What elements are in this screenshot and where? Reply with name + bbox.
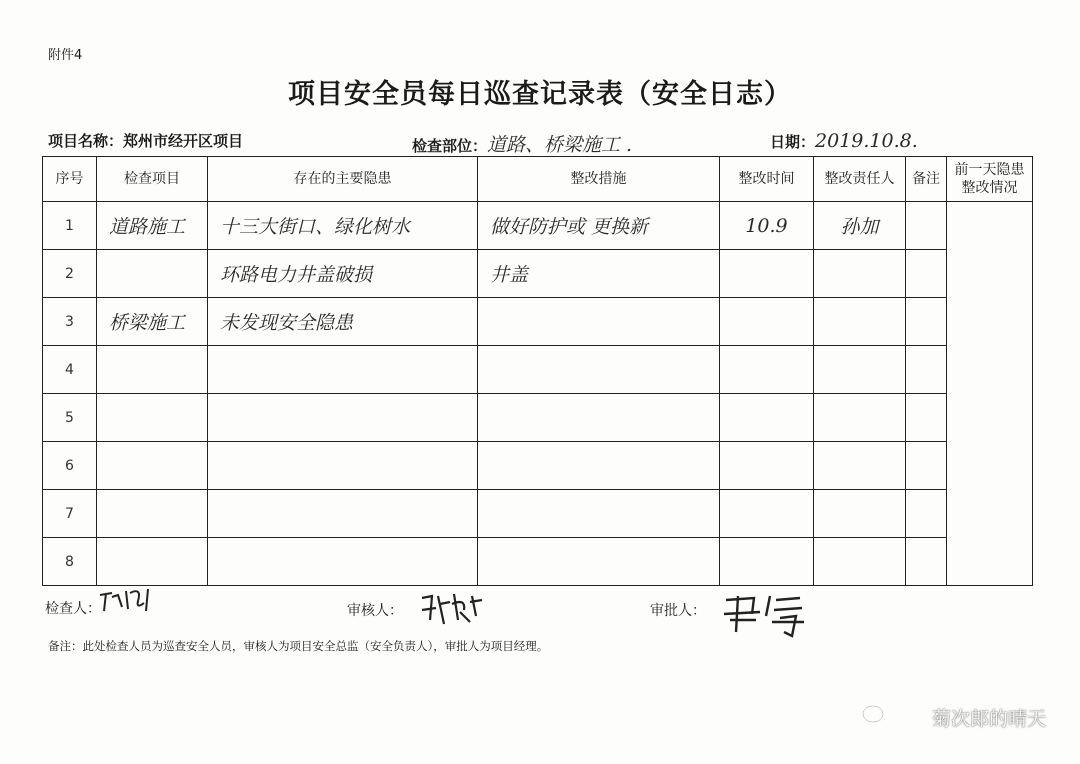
row-responsible-cell	[814, 490, 906, 538]
row-time-cell	[720, 490, 814, 538]
row-hazard-cell: 环路电力井盖破损	[208, 250, 478, 298]
row-time-cell	[720, 538, 814, 586]
row-responsible-cell	[814, 346, 906, 394]
inspector-label: 检查人：	[45, 601, 101, 617]
project-label: 项目名称：	[48, 132, 124, 150]
table-row	[43, 346, 1033, 394]
header-previous-status: 前一天隐患整改情况	[947, 157, 1033, 202]
table-row	[43, 538, 1033, 586]
watermark-text: 菊次郎的晴天	[931, 708, 1046, 730]
row-check-item-cell	[97, 442, 208, 490]
row-note-cell	[906, 250, 947, 298]
row-check-item-cell: 桥梁施工	[97, 298, 208, 346]
row-check-item-cell	[97, 250, 208, 298]
row-index-cell: 5	[43, 394, 97, 442]
inspection-area-label: 检查部位：	[412, 137, 488, 155]
header-responsible: 整改责任人	[814, 157, 906, 202]
form-title: 项目安全员每日巡查记录表（安全日志）	[288, 79, 792, 110]
row-index-cell: 8	[43, 538, 97, 586]
row-check-item-cell	[97, 490, 208, 538]
row-hazard-cell	[208, 346, 478, 394]
footnote: 备注：此处检查人员为巡查安全人员，审核人为项目安全总监（安全负责人），审批人为项目经理。	[48, 639, 549, 653]
approver-label: 审批人：	[650, 603, 706, 619]
patrol-record-table	[42, 156, 1033, 586]
row-time-cell	[720, 442, 814, 490]
project-value: 郑州市经开区项目	[123, 132, 244, 150]
row-note-cell	[906, 538, 947, 586]
row-check-item-cell	[97, 346, 208, 394]
header-index: 序号	[43, 157, 97, 202]
row-measure-cell	[478, 394, 720, 442]
row-note-cell	[906, 394, 947, 442]
inspection-area-value: 道路、桥梁施工 .	[487, 134, 633, 156]
row-responsible-cell	[814, 538, 906, 586]
row-hazard-cell	[208, 538, 478, 586]
row-hazard-cell	[208, 394, 478, 442]
date-field	[770, 130, 918, 152]
row-index-cell: 1	[43, 202, 97, 250]
project-field	[48, 130, 243, 151]
row-time-cell: 10.9	[720, 202, 814, 250]
table-row	[43, 394, 1033, 442]
header-measure: 整改措施	[478, 157, 720, 202]
wechat-icon	[862, 705, 890, 727]
reviewer-signature	[418, 590, 488, 633]
row-note-cell	[906, 442, 947, 490]
header-check-item: 检查项目	[97, 157, 208, 202]
row-measure-cell	[478, 346, 720, 394]
row-note-cell	[906, 202, 947, 250]
row-time-cell	[720, 250, 814, 298]
row-index-cell: 2	[43, 250, 97, 298]
row-index-cell: 4	[43, 346, 97, 394]
table-header-row	[43, 157, 1033, 202]
row-responsible-cell	[814, 394, 906, 442]
row-measure-cell	[478, 298, 720, 346]
row-index-cell: 6	[43, 442, 97, 490]
table-row	[43, 298, 1033, 346]
table-row	[43, 250, 1033, 298]
row-hazard-cell: 未发现安全隐患	[208, 298, 478, 346]
row-responsible-cell: 孙加	[814, 202, 906, 250]
row-hazard-cell	[208, 442, 478, 490]
row-check-item-cell: 道路施工	[97, 202, 208, 250]
header-time: 整改时间	[720, 157, 814, 202]
row-note-cell	[906, 298, 947, 346]
row-responsible-cell	[814, 442, 906, 490]
row-responsible-cell	[814, 298, 906, 346]
row-note-cell	[906, 490, 947, 538]
header-hazard: 存在的主要隐患	[208, 157, 478, 202]
table-row	[43, 490, 1033, 538]
row-index-cell: 7	[43, 490, 97, 538]
row-check-item-cell	[97, 538, 208, 586]
row-hazard-cell: 十三大街口、绿化树水	[208, 202, 478, 250]
date-label: 日期：	[770, 133, 816, 151]
row-hazard-cell	[208, 490, 478, 538]
row-measure-cell	[478, 490, 720, 538]
row-time-cell	[720, 298, 814, 346]
approver-signature	[720, 592, 810, 650]
row-measure-cell	[478, 442, 720, 490]
row-check-item-cell	[97, 394, 208, 442]
inspection-area-field	[412, 130, 632, 157]
row-note-cell	[906, 346, 947, 394]
row-measure-cell: 井盖	[478, 250, 720, 298]
row-measure-cell: 做好防护或 更换新	[478, 202, 720, 250]
attachment-label: 附件4	[48, 48, 83, 63]
table-row	[43, 202, 1033, 250]
header-note: 备注	[906, 157, 947, 202]
row-responsible-cell	[814, 250, 906, 298]
previous-status-cell	[947, 202, 1033, 586]
table-row	[43, 442, 1033, 490]
reviewer-label: 审核人：	[347, 603, 403, 619]
inspector-signature	[98, 585, 158, 621]
row-time-cell	[720, 346, 814, 394]
date-value: 2019.10.8.	[815, 130, 918, 152]
row-time-cell	[720, 394, 814, 442]
row-measure-cell	[478, 538, 720, 586]
row-index-cell: 3	[43, 298, 97, 346]
